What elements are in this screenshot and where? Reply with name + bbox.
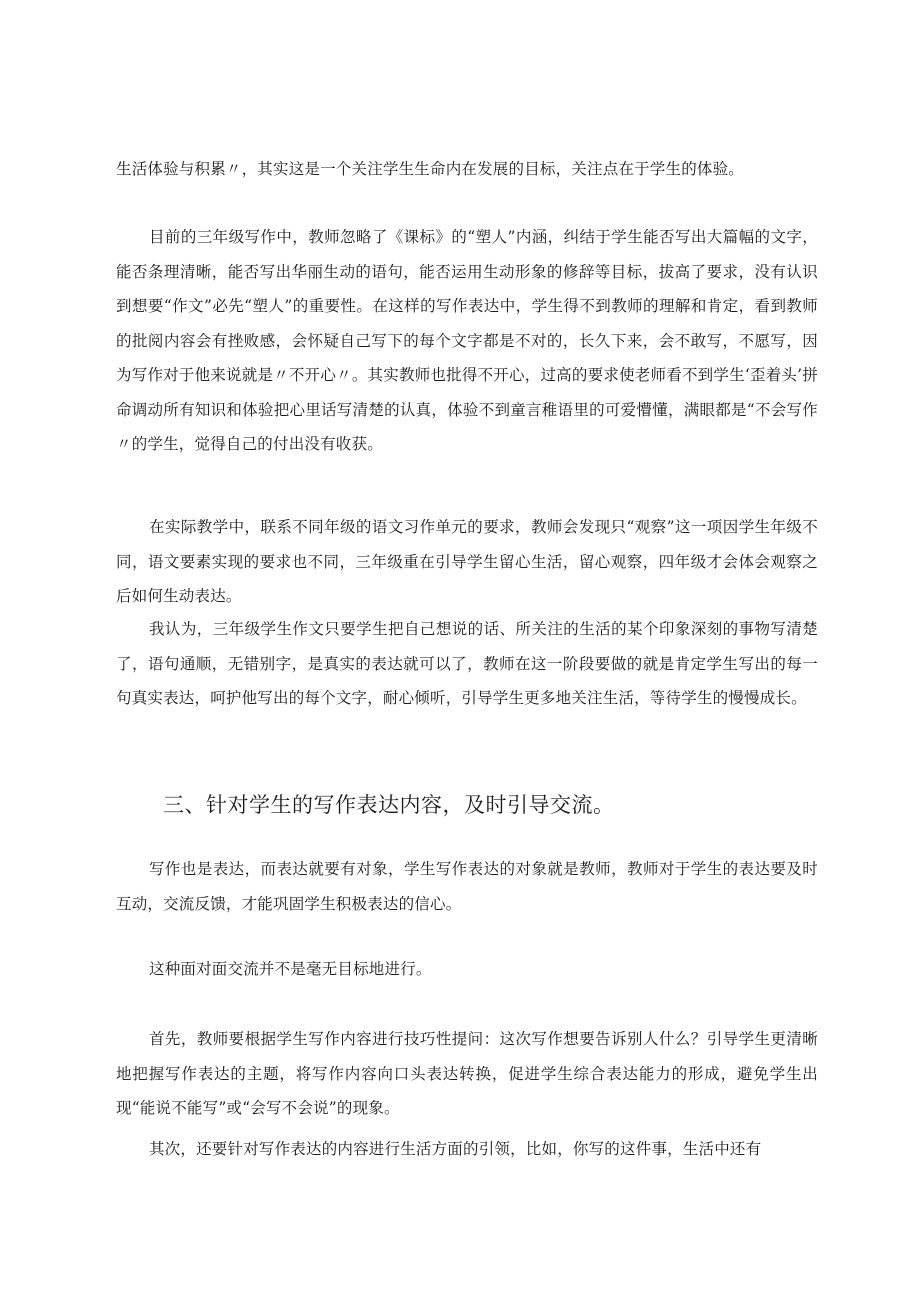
section-heading: 三、针对学生的写作表达内容，及时引导交流。 bbox=[163, 793, 615, 817]
paragraph-8: 其次，还要针对写作表达的内容进行生活方面的引领，比如，你写的这件事，生活中还有 bbox=[149, 1140, 762, 1158]
paragraph-3: 在实际教学中，联系不同年级的语文习作单元的要求，教师会发现只“观察”这一项因学生年级不同，语文要素实现的要求也不同，三年级重在引导学生留心生活，留心观察，四年级才会体会观察之后如何生动表达。 bbox=[116, 518, 818, 605]
paragraph-5: 写作也是表达，而表达就要有对象，学生写作表达的对象就是教师，教师对于学生的表达要及时互动，交流反馈，才能巩固学生积极表达的信心。 bbox=[116, 860, 818, 913]
paragraph-2: 目前的三年级写作中，教师忽略了《课标》的“塑人”内涵，纠结于学生能否写出大篇幅的文字，能否条理清晰，能否写出华丽生动的语句，能否运用生动形象的修辞等目标，拔高了要求，没有认识到想要“作文”必先“塑人”的重要性。在这样的写作表达中，学生得不到教师的理解和肯定，看到教师的批阅内容会有挫败感，会怀疑自己写下的每个文字都是不对的，长久下来，会不敢写，不愿写，因为写作对于他来说就是〃不开心〃。其实教师也批得不开心，过高的要求使老师看不到学生‘歪着头’拼命调动所有知识和体验把心里话写清楚的认真，体验不到童言稚语里的可爱懵懂，满眼都是“不会写作〃的学生，觉得自己的付出没有收获。 bbox=[116, 228, 818, 453]
paragraph-7: 首先，教师要根据学生写作内容进行技巧性提问：这次写作想要告诉别人什么？引导学生更清晰地把握写作表达的主题，将写作内容向口头表达转换，促进学生综合表达能力的形成，避免学生出现“能说不能写”或“会写不会说”的现象。 bbox=[116, 1030, 818, 1117]
paragraph-4: 我认为，三年级学生作文只要学生把自己想说的话、所关注的生活的某个印象深刻的事物写清楚了，语句通顺，无错别字，是真实的表达就可以了，教师在这一阶段要做的就是肯定学生写出的每一句真实表达，呵护他写出的每个文字，耐心倾听，引导学生更多地关注生活，等待学生的慢慢成长。 bbox=[116, 620, 818, 707]
paragraph-1: 生活体验与积累〃，其实这是一个关注学生生命内在发展的目标，关注点在于学生的体验。 bbox=[116, 160, 745, 178]
paragraph-6: 这种面对面交流并不是毫无目标地进行。 bbox=[149, 960, 432, 978]
